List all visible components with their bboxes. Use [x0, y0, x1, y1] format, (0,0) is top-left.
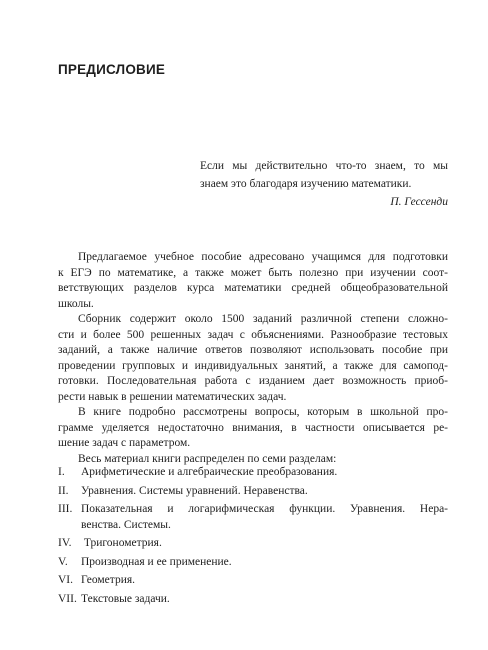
chapter-item: [58, 573, 448, 589]
chapter-item: [58, 536, 448, 552]
paragraph-1: [58, 250, 448, 312]
chapter-item: [58, 592, 448, 608]
chapter-item: [58, 484, 448, 500]
epigraph-author: П. Гессенди: [390, 196, 448, 208]
text-line: готовки. Последовательная работа с изданием дает возможность приоб-: [58, 375, 448, 387]
epigraph: [200, 157, 448, 212]
chapter-number: III.: [58, 503, 73, 515]
text-line: В книге подробно рассмотрены вопросы, которым в школьной про-: [78, 406, 448, 418]
text-line: Сборник содержит около 1500 заданий различной степени сложно-: [78, 313, 448, 325]
chapter-title: Геометрия.: [81, 574, 136, 586]
paragraph-3: [58, 405, 448, 452]
text-line: рести навык в решении математических задач.: [58, 390, 287, 403]
text-line: Весь материал книги распределен по семи разделам:: [78, 452, 337, 465]
page-title: ПРЕДИСЛОВИЕ: [58, 62, 166, 77]
chapter-title-continuation: венства. Системы.: [81, 518, 171, 531]
chapter-title: Производная и ее применение.: [81, 555, 232, 568]
text-line: проведении групповых и индивидуальных занятий, а также для самопод-: [58, 359, 448, 372]
epigraph-line: Если мы действительно что-то знаем, то мы: [200, 160, 448, 172]
text-line: Предлагаемое учебное пособие адресовано учащимся для подготовки: [78, 251, 448, 263]
chapter-title: Арифметические и алгебраические преобразования.: [81, 466, 338, 478]
text-line: школы.: [58, 297, 94, 310]
body-text: [58, 250, 448, 467]
chapter-item: [58, 502, 448, 533]
chapter-item: [58, 465, 448, 481]
epigraph-line: знаем это благодаря изучению математики.: [200, 178, 412, 190]
chapter-number: VII.: [58, 592, 77, 605]
paragraph-2: [58, 312, 448, 405]
text-line: заданий, а также наличие ответов позволяют использовать пособие при: [58, 344, 448, 356]
chapter-title: Тригонометрия.: [81, 537, 162, 549]
chapter-list: [58, 465, 448, 610]
chapter-number: VI.: [58, 574, 74, 586]
chapter-number: I.: [58, 466, 65, 478]
text-line: ветствующих разделов курса математики средней общеобразовательной: [58, 282, 448, 294]
chapter-item: [58, 555, 448, 571]
text-line: шение задач с параметром.: [58, 437, 191, 449]
chapter-number: V.: [58, 555, 68, 568]
chapter-title: Текстовые задачи.: [81, 592, 170, 605]
chapter-title: Показательная и логарифмическая функции. Уравнения. Нера-: [81, 503, 448, 515]
text-line: грамме уделяется недостаточно внимания, в частности описывается ре-: [58, 421, 448, 434]
text-line: к ЕГЭ по математике, а также может быть полезно при изучении соот-: [58, 266, 448, 279]
chapter-title: Уравнения. Системы уравнений. Неравенства.: [81, 484, 308, 497]
chapter-number: II.: [58, 484, 69, 497]
text-line: сти и более 500 решенных задач с объяснениями. Разнообразие тестовых: [58, 328, 448, 341]
chapter-number: IV.: [58, 537, 72, 549]
